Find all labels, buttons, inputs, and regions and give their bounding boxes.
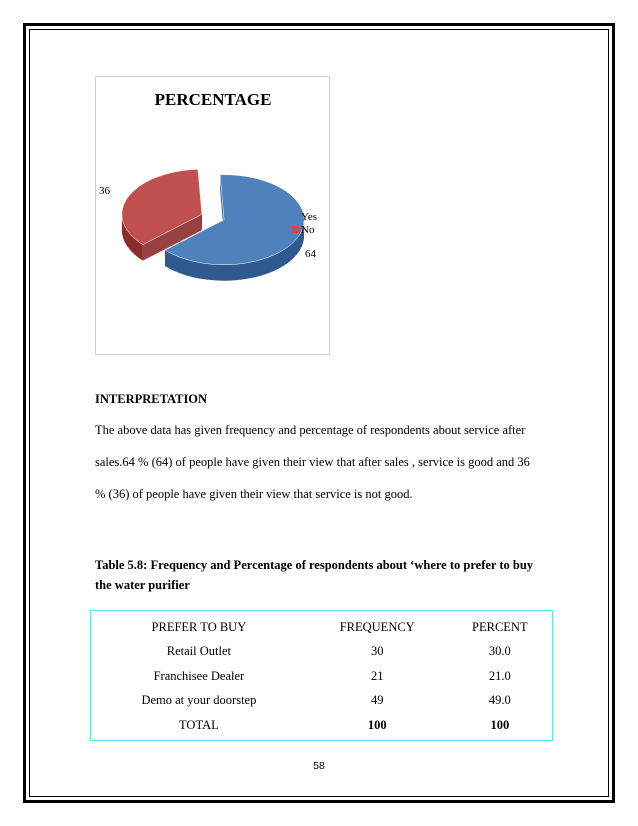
pie-chart-svg <box>96 77 331 356</box>
total-frequency: 100 <box>367 717 387 732</box>
cell-percent: 30.0 <box>488 644 511 659</box>
interpretation-line-3: % (36) of people have given their view that service is not good. <box>95 487 413 501</box>
interpretation-line-2: sales.64 % (64) of people have given their view that after sales , service is good and 36 <box>95 455 530 469</box>
data-label-no: 36 <box>99 185 110 197</box>
chart-title: PERCENTAGE <box>154 90 272 109</box>
table-caption-line-1: Table 5.8: Frequency and Percentage of respondents about ‘where to prefer to buy <box>95 558 534 572</box>
table-caption-line-2: the water purifier <box>95 578 190 592</box>
legend-swatch-yes <box>292 213 299 220</box>
table-total-row <box>91 713 552 738</box>
total-label: TOTAL <box>179 717 219 732</box>
table-row <box>91 664 552 689</box>
cell-frequency: 49 <box>370 693 384 708</box>
legend-label-no: No <box>301 224 315 236</box>
legend-swatch-no <box>292 226 299 233</box>
pie-chart <box>95 76 330 355</box>
table-row <box>91 689 552 714</box>
header-prefer-to-buy: PREFER TO BUY <box>151 619 247 634</box>
cell-frequency: 21 <box>370 668 384 683</box>
legend-label-yes: Yes <box>301 211 318 223</box>
prefer-to-buy-table <box>90 610 553 741</box>
cell-option: Retail Outlet <box>166 644 231 659</box>
cell-percent: 49.0 <box>488 693 511 708</box>
cell-option: Franchisee Dealer <box>153 668 245 683</box>
data-label-yes: 64 <box>305 248 316 260</box>
header-percent: PERCENT <box>472 619 528 634</box>
cell-percent: 21.0 <box>488 668 511 683</box>
header-frequency: FREQUENCY <box>339 619 415 634</box>
table-header-row <box>91 611 552 640</box>
interpretation-line-1: The above data has given frequency and percentage of respondents about service after <box>95 423 526 437</box>
total-percent: 100 <box>490 717 510 732</box>
page-number: 58 <box>313 760 325 772</box>
cell-option: Demo at your doorstep <box>141 693 257 708</box>
table-row <box>91 640 552 665</box>
interpretation-heading: INTERPRETATION <box>95 392 208 406</box>
cell-frequency: 30 <box>370 644 384 659</box>
